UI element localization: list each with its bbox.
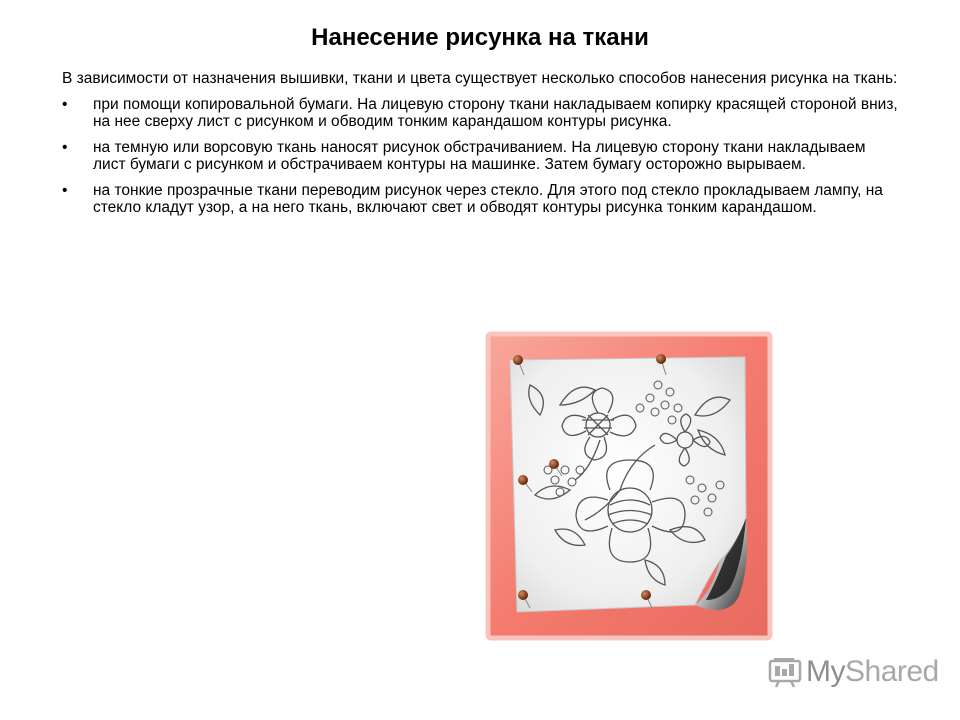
pin [641, 590, 651, 600]
slide-body [62, 70, 898, 225]
pin [518, 475, 528, 485]
pin [513, 355, 523, 365]
intro-paragraph: В зависимости от назначения вышивки, ткани и цвета существует несколько способов нанесения рисунка на ткань: [62, 70, 898, 87]
logo-text: MyShared [806, 655, 939, 688]
paper-sheet [510, 357, 746, 612]
bullet-item-3 [62, 182, 898, 216]
presentation-board-icon [768, 655, 802, 689]
bullet-marker: • [62, 96, 68, 113]
bullet-marker: • [62, 182, 68, 199]
bullet-item-1 [62, 96, 898, 130]
pin [549, 459, 559, 469]
embroidery-pattern-illustration [480, 330, 780, 645]
bullet-marker: • [62, 139, 68, 156]
myshared-logo [768, 652, 939, 692]
pin [656, 354, 666, 364]
bullet-text: на тонкие прозрачные ткани переводим рисунок через стекло. Для этого под стекло прокладываем лампу, на стекло кладут узор, а на него ткань, включают свет и обводят контуры рисунка тонким карандашом. [93, 182, 883, 216]
bullet-text: на темную или ворсовую ткань наносят рисунок обстрачиванием. На лицевую сторону ткани накладываем лист бумаги с рисунком и обстрачиваем контуры на машинке. Затем бумагу осторожно вырываем. [93, 139, 866, 173]
pin [518, 590, 528, 600]
bullet-text: при помощи копировальной бумаги. На лицевую сторону ткани накладываем копирку красящей стороной вниз, на нее сверху лист с рисунком и обводим тонким карандашом контуры рисунка. [93, 96, 898, 130]
slide-title: Нанесение рисунка на ткани [311, 24, 649, 51]
fabric-with-pattern-image [480, 330, 780, 645]
bullet-item-2 [62, 139, 898, 173]
